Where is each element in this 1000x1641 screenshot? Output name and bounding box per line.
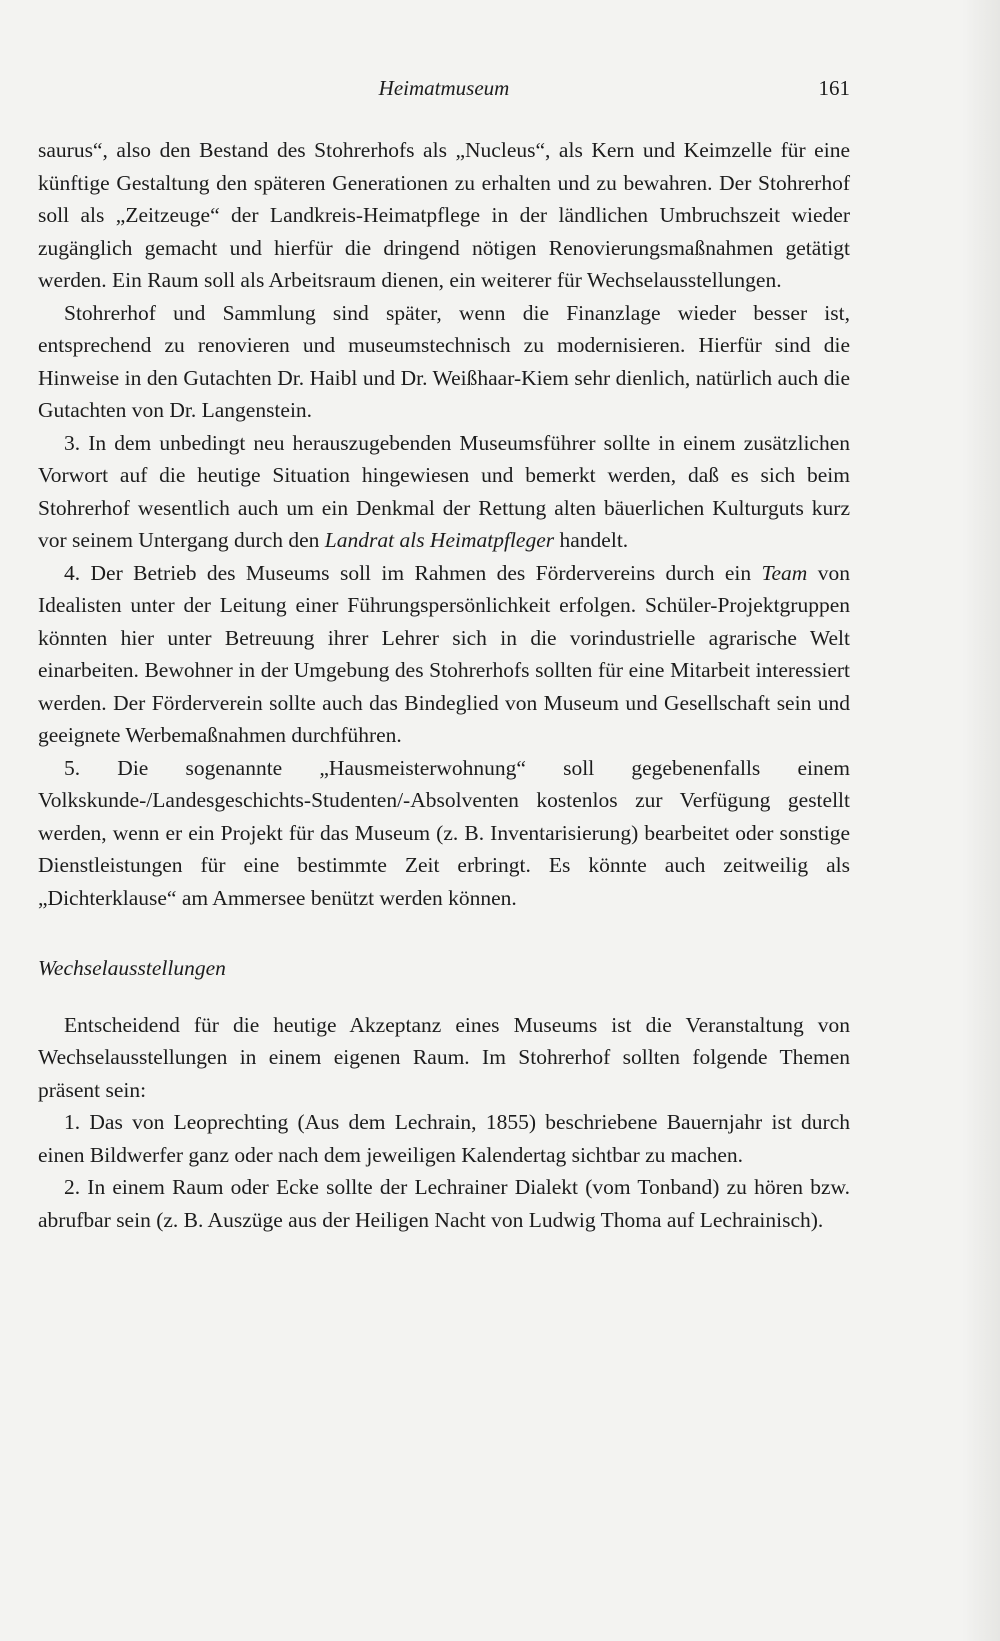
item-4-text-end: von Idealisten unter der Leitung einer Führungspersönlichkeit erfolgen. Schüler-Projektgruppen könnten hier unter Betreuung ihrer Lehrer sich in die vorindustrielle agrarische Welt einarbeiten. Bewohner in der Umgebung des Stohrerhofs sollten für eine Mitarbeit interessiert werden. Der Förderverein sollte auch das Bindeglied von Museum und Gesellschaft sein und geeignete Werbemaßnahmen durchführen. (38, 560, 851, 747)
paragraph-item-5: 5. Die sogenannte „Hausmeisterwohnung“ soll gegebenenfalls einem Volkskunde-/Landesgeschichts-Studenten/-Absolventen kostenlos zur Verfügung gestellt werden, wenn er ein Projekt für das Museum (z. B. Inventarisierung) bearbeitet oder sonstige Dienstleistungen für eine bestimmte Zeit erbringt. Es könnte auch zeitweilig als „Dichterklause“ am Ammersee benützt werden können. (38, 755, 850, 910)
paragraph-section-item-2: 2. In einem Raum oder Ecke sollte der Lechrainer Dialekt (vom Tonband) zu hören bzw. abrufbar sein (z. B. Auszüge aus der Heiligen Nacht von Ludwig Thoma auf Lechrainisch). (38, 1175, 850, 1232)
paragraph-section-item-1: 1. Das von Leoprechting (Aus dem Lechrain, 1855) beschriebene Bauernjahr ist durch einen Bildwerfer ganz oder nach dem jeweiligen Kalendertag sichtbar zu machen. (38, 1110, 850, 1167)
paragraph-renovation: Stohrerhof und Sammlung sind später, wenn die Finanzlage wieder besser ist, entsprechend zu renovieren und museumstechnisch zu modernisieren. Hierfür sind die Hinweise in den Gutachten Dr. Haibl und Dr. Weißhaar-Kiem sehr dienlich, natürlich auch die Gutachten von Dr. Langenstein. (38, 300, 850, 422)
page-number: 161 (818, 76, 850, 100)
paragraph-item-3 (38, 427, 850, 557)
item-3-text: 3. In dem unbedingt neu herauszugebenden Museumsführer sollte in einem zusätzlichen Vorwort auf die heutige Situation hingewiesen und bemerkt werden, daß es sich beim Stohrerhof wesentlich auch um ein Denkmal der Rettung alten bäuerlichen Kulturguts kurz vor seinem Untergang durch den (38, 430, 850, 552)
page-edge-shadow (962, 0, 1000, 1641)
running-head (38, 76, 850, 106)
item-3-text-end: handelt. (554, 528, 629, 552)
item-3-emphasis: Landrat als Heimatpfleger (324, 528, 555, 552)
section-heading: Wechselausstellungen (38, 956, 226, 980)
item-4-emphasis: Team (761, 560, 808, 585)
paragraph-item-4 (38, 557, 850, 752)
item-4-text: 4. Der Betrieb des Museums soll im Rahmen des Fördervereins durch ein (64, 560, 762, 585)
paragraph-continuation: saurus“, also den Bestand des Stohrerhofs als „Nucleus“, als Kern und Keimzelle für eine künftige Gestaltung den späteren Generationen zu erhalten und zu bewahren. Der Stohrerhof soll als „Zeitzeuge“ der Landkreis-Heimatpflege in der ländlichen Umbruchszeit wieder zugänglich gemacht und hierfür die dringend nötigen Renovierungsmaßnahmen getätigt werden. Ein Raum soll als Arbeitsraum dienen, ein weiterer für Wechselausstellungen. (38, 138, 850, 292)
paragraph-section-intro: Entscheidend für die heutige Akzeptanz eines Museums ist die Veranstaltung von Wechselausstellungen in einem eigenen Raum. Im Stohrerhof sollten folgende Themen präsent sein: (38, 1012, 850, 1102)
running-title: Heimatmuseum (378, 76, 510, 100)
body-text (38, 134, 850, 1236)
